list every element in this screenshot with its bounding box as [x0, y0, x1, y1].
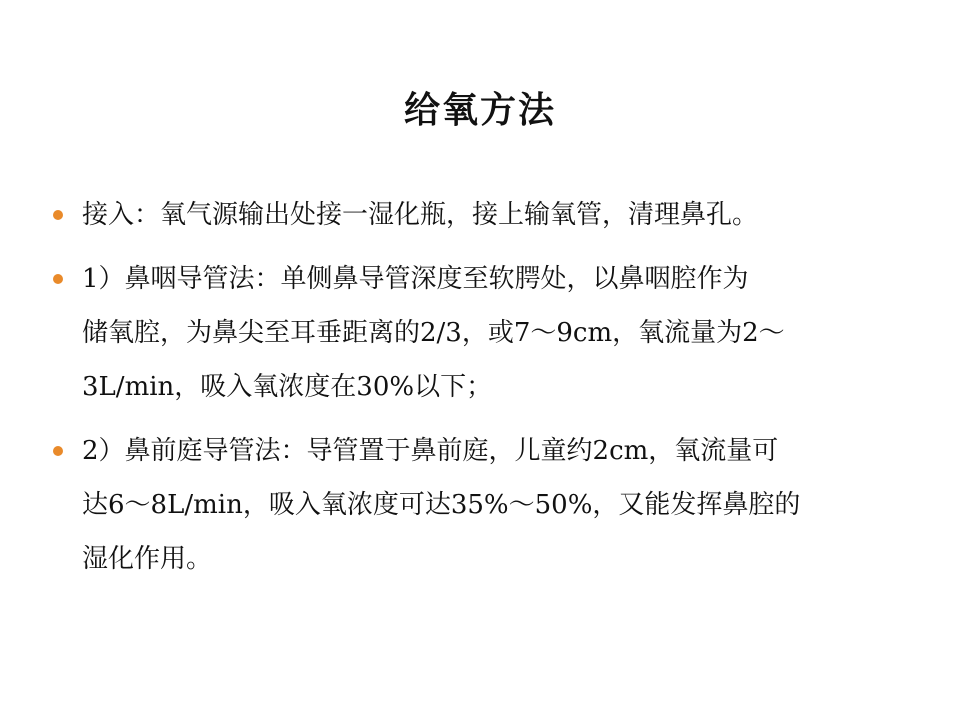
bullet-line: 接入：氧气源输出处接一湿化瓶，接上输氧管，清理鼻孔。 — [82, 200, 759, 230]
bullet-dot-icon — [53, 274, 63, 284]
bullet-line: 2）鼻前庭导管法：导管置于鼻前庭，儿童约2cm，氧流量可 — [82, 436, 779, 466]
bullet-line: 3L/min，吸入氧浓度在30%以下； — [82, 372, 493, 402]
bullet-list — [48, 188, 928, 596]
bullet-line: 1）鼻咽导管法：单侧鼻导管深度至软腭处，以鼻咽腔作为 — [82, 264, 749, 294]
bullet-item-nasal-vestibule — [48, 424, 928, 586]
slide-title: 给氧方法 — [403, 89, 556, 131]
bullet-line: 储氧腔，为鼻尖至耳垂距离的2/3，或7～9cm，氧流量为2～ — [82, 318, 785, 348]
bullet-item-connect — [48, 188, 928, 242]
bullet-dot-icon — [53, 446, 63, 456]
bullet-line: 达6～8L/min，吸入氧浓度可达35%～50%，又能发挥鼻腔的 — [82, 490, 801, 520]
bullet-item-nasopharyngeal — [48, 252, 928, 414]
bullet-dot-icon — [53, 210, 63, 220]
bullet-line: 湿化作用。 — [82, 544, 213, 574]
